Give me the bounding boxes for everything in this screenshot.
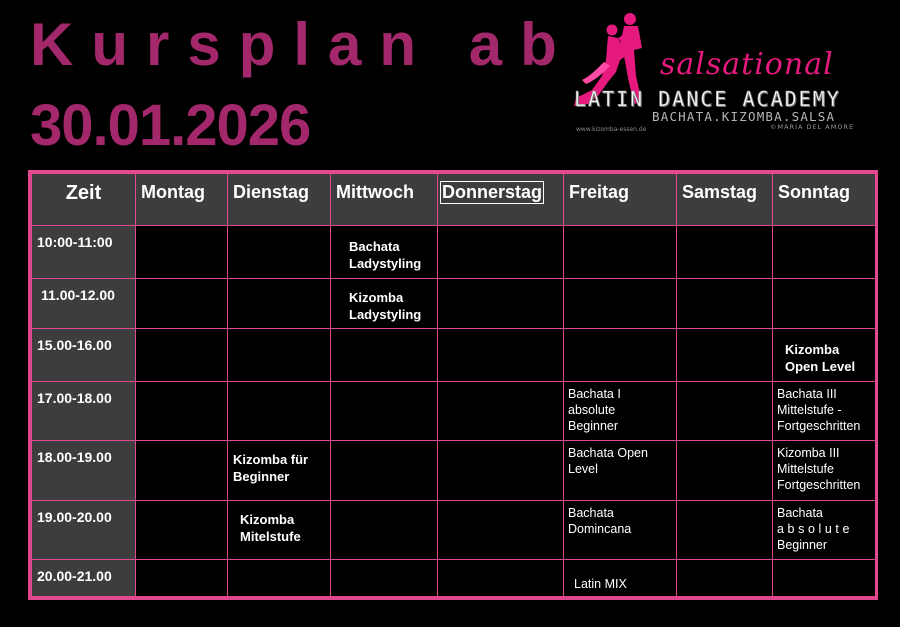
table-row bbox=[32, 329, 876, 382]
cell-samstag bbox=[677, 500, 773, 559]
cell-mittwoch bbox=[331, 559, 438, 596]
column-header-freitag: Freitag bbox=[564, 174, 677, 226]
column-header-donnerstag-label: Donnerstag bbox=[442, 182, 543, 202]
cell-dienstag bbox=[228, 441, 331, 500]
table-row bbox=[32, 559, 876, 596]
time-slot: 15.00-16.00 bbox=[32, 329, 136, 382]
class-title-line: Kizomba bbox=[785, 342, 840, 358]
time-slot: 18.00-19.00 bbox=[32, 441, 136, 500]
class-title-line: Bachata III bbox=[777, 386, 837, 401]
class-title-line: Beginner bbox=[777, 537, 828, 552]
class-title-line: Kizomba bbox=[349, 289, 404, 305]
column-header-mittwoch: Mittwoch bbox=[331, 174, 438, 226]
class-title-line: Open Level bbox=[785, 359, 856, 375]
column-header-montag: Montag bbox=[136, 174, 228, 226]
table-row bbox=[32, 441, 876, 500]
page-title: Kursplan ab bbox=[30, 11, 575, 78]
class-title-line: Level bbox=[568, 462, 598, 477]
cell-donnerstag bbox=[438, 226, 564, 279]
page-date: 30.01.2026 bbox=[30, 93, 311, 158]
table-row bbox=[32, 278, 876, 328]
cell-montag bbox=[136, 500, 228, 559]
cell-dienstag bbox=[228, 381, 331, 440]
cell-montag bbox=[136, 381, 228, 440]
time-slot: 20.00-21.00 bbox=[32, 559, 136, 596]
class-title-line: Bachata bbox=[349, 239, 400, 254]
cell-sonntag bbox=[773, 559, 876, 596]
class-title-line: Beginner bbox=[233, 469, 290, 485]
cell-dienstag bbox=[228, 278, 331, 328]
cell-freitag bbox=[564, 329, 677, 382]
cell-samstag bbox=[677, 226, 773, 279]
cell-sonntag bbox=[773, 278, 876, 328]
class-title-line: Mittelstufe bbox=[777, 462, 834, 477]
column-header-samstag: Samstag bbox=[677, 174, 773, 226]
cell-freitag bbox=[564, 278, 677, 328]
cell-mittwoch bbox=[331, 381, 438, 440]
column-header-dienstag: Dienstag bbox=[228, 174, 331, 226]
class-title-line: Fortgeschritten bbox=[777, 418, 861, 433]
cell-dienstag bbox=[228, 559, 331, 596]
class-title-line: Beginner bbox=[568, 418, 619, 433]
cell-donnerstag bbox=[438, 329, 564, 382]
cell-freitag bbox=[564, 441, 677, 500]
cell-freitag bbox=[564, 500, 677, 559]
class-title-line: Ladystyling bbox=[349, 256, 422, 271]
cell-donnerstag bbox=[438, 500, 564, 559]
cell-montag bbox=[136, 226, 228, 279]
cell-mittwoch bbox=[331, 226, 438, 279]
logo-styles-text: BACHATA.KIZOMBA.SALSA bbox=[652, 109, 836, 124]
column-header-sonntag: Sonntag bbox=[773, 174, 876, 226]
cell-samstag bbox=[677, 559, 773, 596]
class-title-line: Fortgeschritten bbox=[777, 478, 861, 493]
cell-sonntag bbox=[773, 329, 876, 382]
column-header-zeit: Zeit bbox=[32, 174, 136, 226]
class-title-line: Ladystyling bbox=[349, 306, 422, 322]
cell-sonntag bbox=[773, 381, 876, 440]
cell-dienstag bbox=[228, 500, 331, 559]
class-title-line: Domincana bbox=[568, 521, 632, 536]
cell-samstag bbox=[677, 441, 773, 500]
class-title-line: Mitelstufe bbox=[240, 528, 301, 544]
cell-dienstag bbox=[228, 226, 331, 279]
cell-montag bbox=[136, 278, 228, 328]
cell-montag bbox=[136, 559, 228, 596]
logo-credit-text: ©MARIA DEL AMORE bbox=[770, 123, 855, 131]
class-title-line: Bachata I bbox=[568, 386, 621, 401]
class-title-line: Latin MIX bbox=[574, 576, 627, 591]
cell-freitag bbox=[564, 226, 677, 279]
cell-freitag bbox=[564, 381, 677, 440]
salsational-logo bbox=[568, 10, 878, 140]
class-title-line: Bachata bbox=[568, 505, 614, 520]
cell-mittwoch bbox=[331, 441, 438, 500]
class-title-line: absolute bbox=[568, 402, 616, 417]
schedule-header-row bbox=[32, 174, 876, 226]
table-row bbox=[32, 500, 876, 559]
class-title-line: Kizomba bbox=[240, 511, 295, 527]
cell-samstag bbox=[677, 278, 773, 328]
logo-script-text: salsational bbox=[660, 47, 834, 82]
time-slot: 19.00-20.00 bbox=[32, 500, 136, 559]
cell-sonntag bbox=[773, 226, 876, 279]
cell-freitag bbox=[564, 559, 677, 596]
time-slot: 17.00-18.00 bbox=[32, 381, 136, 440]
cell-donnerstag bbox=[438, 381, 564, 440]
cell-sonntag bbox=[773, 500, 876, 559]
table-row bbox=[32, 381, 876, 440]
class-title-line: Bachata Open bbox=[568, 446, 648, 461]
cell-donnerstag bbox=[438, 278, 564, 328]
column-header-donnerstag bbox=[438, 174, 564, 226]
class-title-line: Bachata bbox=[777, 505, 823, 520]
cell-montag bbox=[136, 441, 228, 500]
cell-donnerstag bbox=[438, 559, 564, 596]
cell-sonntag bbox=[773, 441, 876, 500]
time-slot: 11.00-12.00 bbox=[32, 278, 136, 328]
class-title-line: Kizomba III bbox=[777, 446, 840, 461]
cell-samstag bbox=[677, 381, 773, 440]
class-title-line: Mittelstufe - bbox=[777, 402, 842, 417]
logo-url-text: www.kizomba-essen.de bbox=[576, 126, 647, 133]
cell-mittwoch bbox=[331, 329, 438, 382]
schedule-table bbox=[28, 170, 878, 600]
cell-mittwoch bbox=[331, 500, 438, 559]
cell-samstag bbox=[677, 329, 773, 382]
class-title-line: absolute bbox=[777, 521, 854, 536]
time-slot: 10:00-11:00 bbox=[32, 226, 136, 279]
cell-montag bbox=[136, 329, 228, 382]
logo-academy-text: LATIN DANCE ACADEMY bbox=[574, 87, 841, 111]
class-title-line: Kizomba für bbox=[233, 452, 309, 468]
cell-dienstag bbox=[228, 329, 331, 382]
cell-donnerstag bbox=[438, 441, 564, 500]
table-row bbox=[32, 226, 876, 279]
cell-mittwoch bbox=[331, 278, 438, 328]
